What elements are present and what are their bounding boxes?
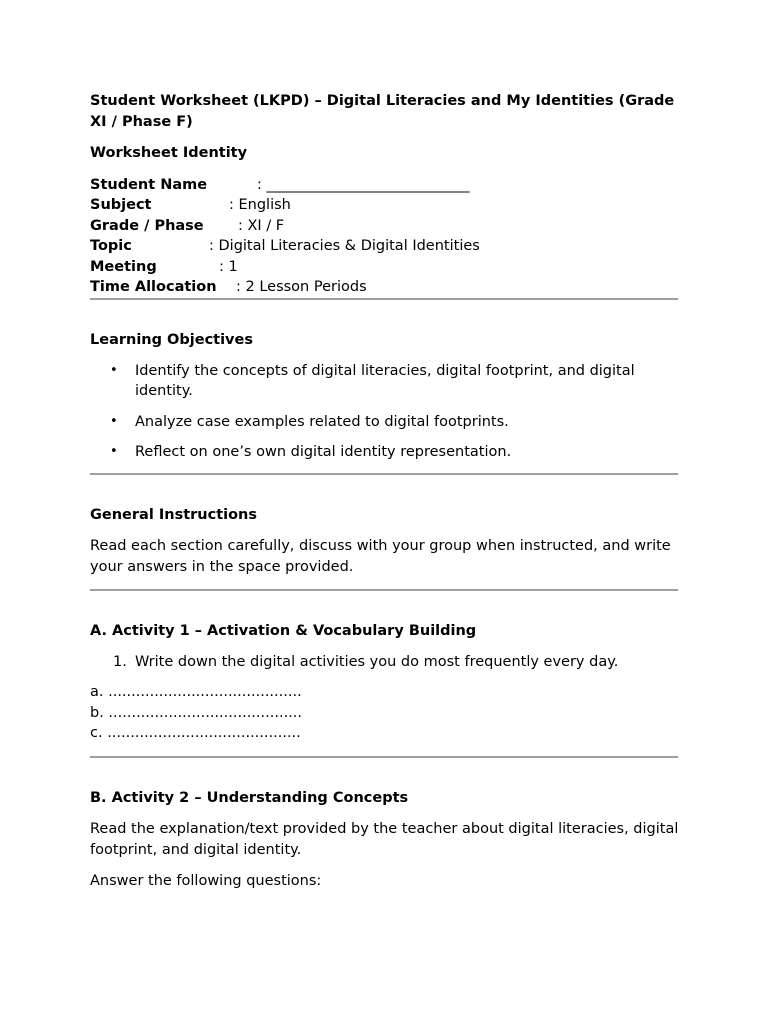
identity-label: Grade / Phase — [90, 217, 204, 234]
identity-row-subject — [90, 195, 680, 216]
worksheet-content — [90, 91, 680, 892]
instructions-text: Read each section carefully, discuss with your group when instructed, and write your answers in the space provided. — [90, 538, 671, 575]
identity-value: : XI / F — [238, 217, 285, 234]
bullet-icon: • — [110, 362, 118, 378]
objective-text: Analyze case examples related to digital footprints. — [135, 413, 509, 430]
list-item — [90, 652, 680, 673]
answer-line-b[interactable]: b. .......................................... — [90, 704, 303, 721]
activity1-questions — [90, 652, 680, 673]
section-divider — [90, 473, 678, 475]
identity-row-topic — [90, 236, 680, 257]
activity2-prompt: Answer the following questions: — [90, 873, 322, 890]
instructions-heading: General Instructions — [90, 506, 258, 523]
section-divider — [90, 298, 678, 300]
identity-heading: Worksheet Identity — [90, 145, 248, 161]
identity-row-grade-phase — [90, 216, 680, 237]
identity-value: : 2 Lesson Periods — [236, 279, 367, 296]
identity-value: : Digital Literacies & Digital Identities — [209, 238, 480, 255]
answer-line-a[interactable]: a. .......................................... — [90, 684, 302, 701]
activity2-text: Read the explanation/text provided by the teacher about digital literacies, digital footprint, and digital identity. — [90, 821, 679, 858]
identity-table — [90, 175, 680, 299]
identity-label: Subject — [90, 197, 152, 214]
identity-value: : 1 — [219, 258, 238, 275]
list-item — [90, 442, 680, 463]
identity-label: Topic — [90, 238, 132, 255]
identity-value: : English — [229, 197, 291, 214]
activity2-heading: B. Activity 2 – Understanding Concepts — [90, 789, 409, 806]
objectives-heading: Learning Objectives — [90, 332, 253, 349]
list-item — [90, 361, 680, 402]
objective-text: Reflect on one’s own digital identity representation. — [135, 444, 512, 461]
identity-label: Time Allocation — [90, 279, 217, 296]
identity-value: : ____________________________ — [257, 176, 470, 193]
worksheet-title: Student Worksheet (LKPD) – Digital Literacies and My Identities (Grade XI / Phase F) — [90, 93, 675, 130]
answer-line-c[interactable]: c. .......................................... — [90, 725, 301, 742]
question-number: 1. — [113, 653, 127, 670]
list-item — [90, 412, 680, 433]
activity1-heading: A. Activity 1 – Activation & Vocabulary Building — [90, 623, 477, 640]
identity-row-student-name — [90, 175, 680, 196]
objectives-list — [90, 361, 680, 463]
bullet-icon: • — [110, 413, 118, 429]
activity1-answers — [90, 682, 680, 744]
identity-label: Meeting — [90, 258, 157, 275]
section-divider — [90, 589, 678, 591]
objective-text: Identify the concepts of digital literacies, digital footprint, and digital identity. — [135, 362, 635, 400]
section-divider — [90, 756, 678, 758]
identity-row-time-allocation — [90, 277, 680, 298]
identity-row-meeting — [90, 257, 680, 278]
question-text: Write down the digital activities you do most frequently every day. — [135, 653, 619, 670]
identity-label: Student Name — [90, 176, 208, 193]
bullet-icon: • — [110, 444, 118, 460]
